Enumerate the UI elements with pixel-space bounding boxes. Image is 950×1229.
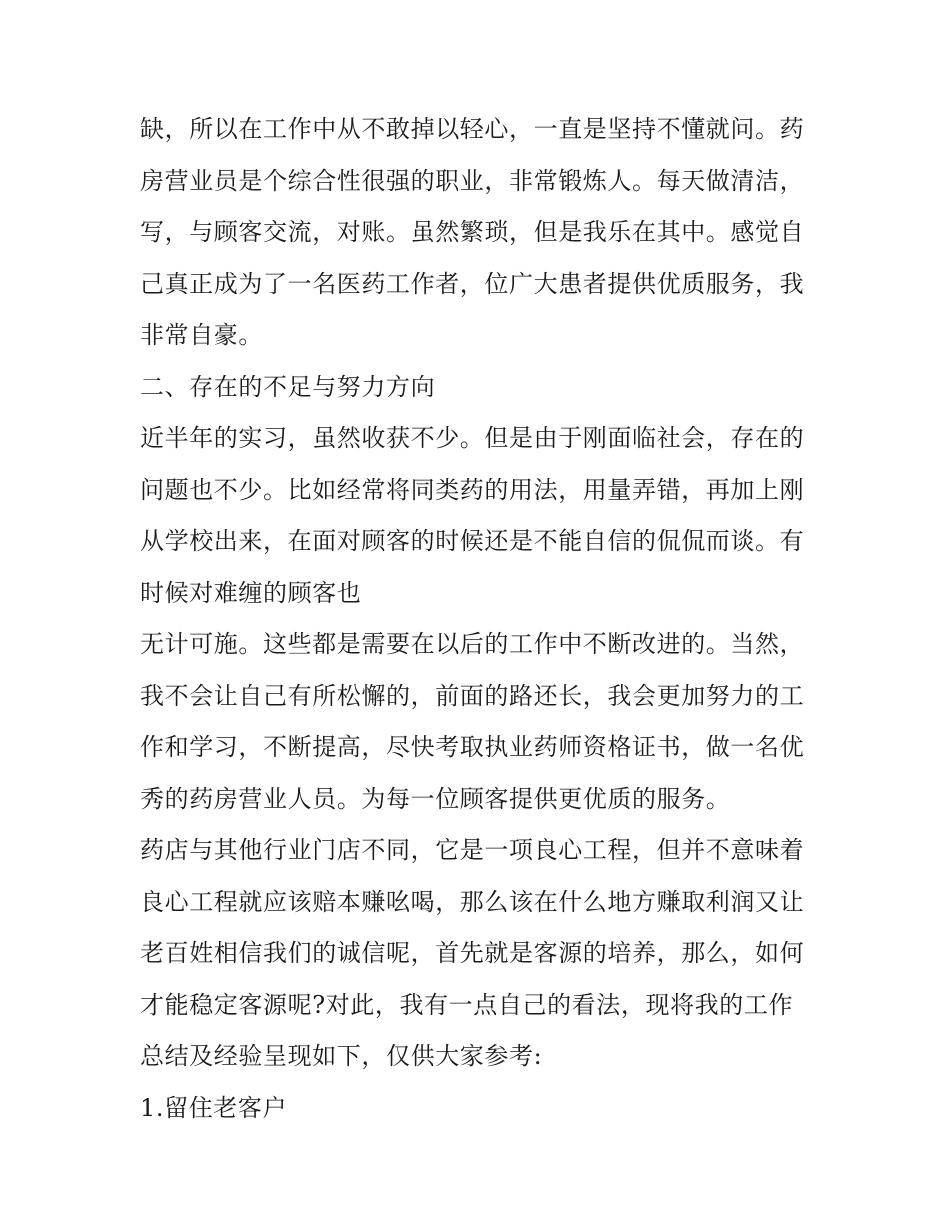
text-line: 写，与顾客交流，对账。虽然繁琐，但是我乐在其中。感觉自 [140,218,805,246]
text-line: 作和学习，不断提高，尽快考取执业药师资格证书，做一名优 [140,733,805,761]
section-heading: 二、存在的不足与努力方向 [140,372,436,401]
text-line: 药店与其他行业门店不同，它是一项良心工程，但并不意味着 [140,836,805,864]
text-line: 良心工程就应该赔本赚吆喝，那么该在什么地方赚取利润又让 [140,887,805,916]
text-line: 己真正成为了一名医药工作者，位广大患者提供优质服务，我 [140,269,805,298]
text-line: 时候对难缠的顾客也 [140,578,362,607]
text-line: 近半年的实习，虽然收获不少。但是由于刚面临社会，存在的 [140,424,805,452]
text-line: 从学校出来，在面对顾客的时候还是不能自信的侃侃而谈。有 [140,527,805,555]
text-line: 总结及经验呈现如下，仅供大家参考: [140,1042,543,1070]
text-line: 老百姓相信我们的诚信呢，首先就是客源的培养，那么，如何 [140,939,805,967]
text-line: 无计可施。这些都是需要在以后的工作中不断改进的。当然， [140,630,805,658]
text-line: 我不会让自己有所松懈的，前面的路还长，我会更加努力的工 [140,681,805,710]
text-line: 房营业员是个综合性很强的职业，非常锻炼人。每天做清洁， [140,166,805,195]
list-item-heading: 1.留住老客户 [140,1093,288,1122]
text-line: 缺，所以在工作中从不敢掉以轻心，一直是坚持不懂就问。药 [140,115,805,143]
text-line: 秀的药房营业人员。为每一位顾客提供更优质的服务。 [140,784,731,813]
text-line: 问题也不少。比如经常将同类药的用法，用量弄错，再加上刚 [140,475,805,504]
document-body [140,104,820,1134]
text-line: 非常自豪。 [140,321,263,349]
text-line: 才能稳定客源呢?对此，我有一点自己的看法，现将我的工作 [140,990,794,1019]
